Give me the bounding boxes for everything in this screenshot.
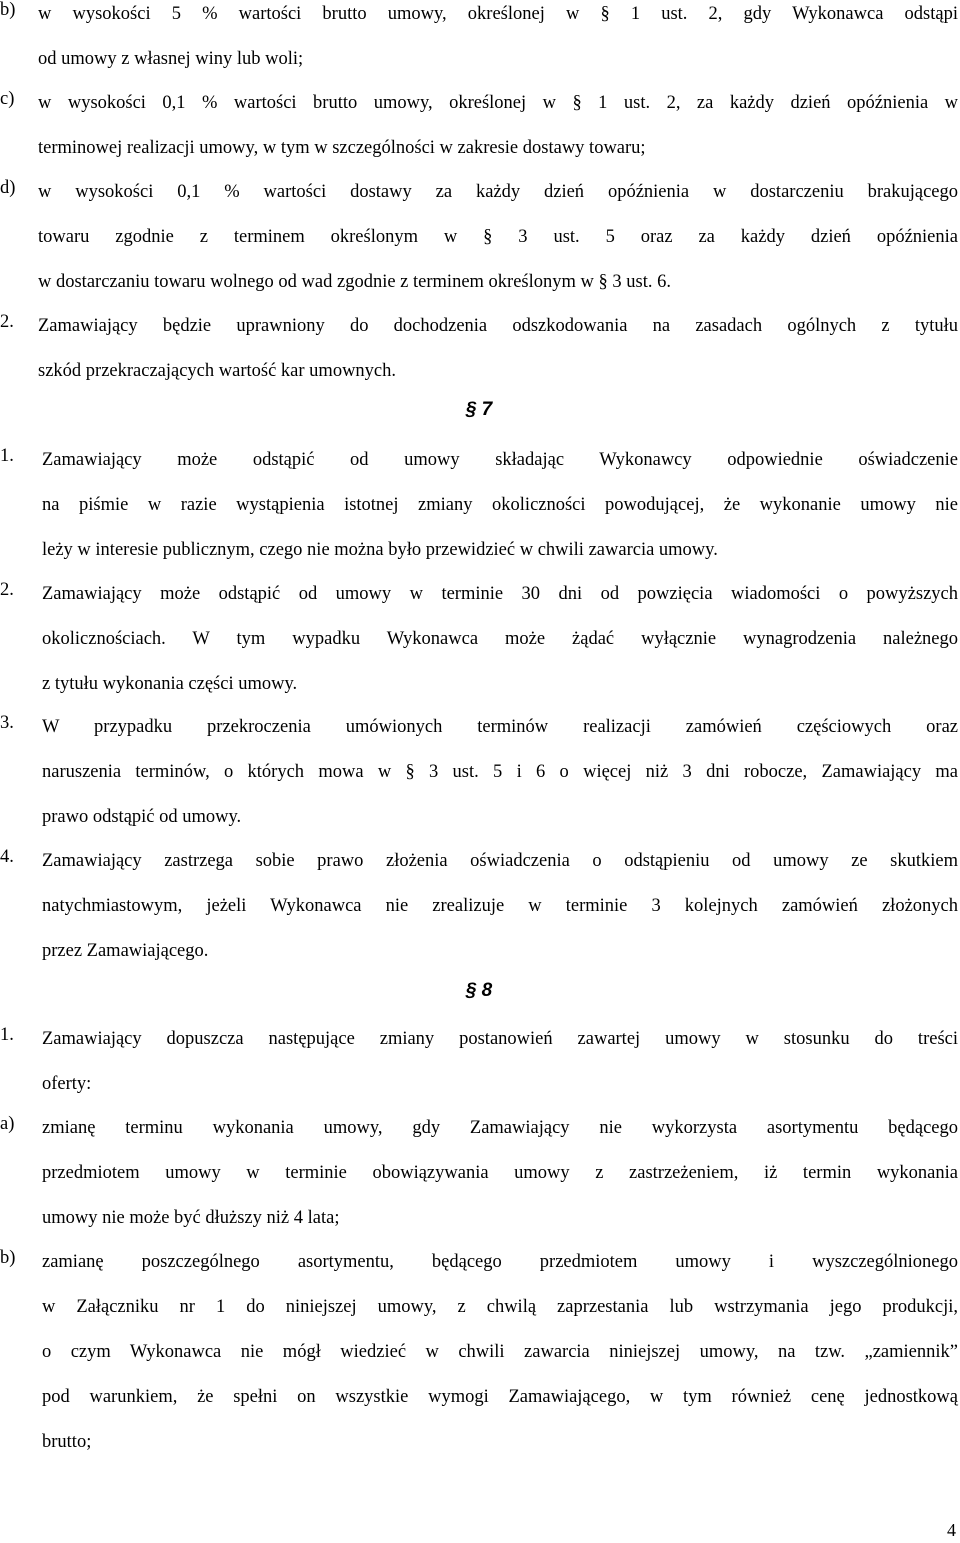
text-line: od umowy z własnej winy lub woli;	[38, 49, 304, 69]
text-line: Zamawiający może odstąpić od umowy w terminie 30 dni od powzięcia wiadomości o powyższych	[42, 584, 958, 604]
item-label: 3.	[0, 713, 14, 733]
item-label: 2.	[0, 580, 14, 600]
item-label: d)	[0, 178, 16, 198]
text-line: brutto;	[42, 1432, 92, 1452]
item-label: a)	[0, 1114, 15, 1134]
text-line: Zamawiający będzie uprawniony do dochodzenia odszkodowania na zasadach ogólnych z tytułu	[38, 316, 958, 336]
text-line: w dostarczaniu towaru wolnego od wad zgodnie z terminem określonym w § 3 ust. 6.	[38, 272, 671, 292]
item-label: b)	[0, 1248, 16, 1268]
text-line: przedmiotem umowy w terminie obowiązywania umowy z zastrzeżeniem, iż termin wykonania	[42, 1163, 958, 1183]
page-number: 4	[947, 1520, 956, 1540]
item-label: 4.	[0, 847, 14, 867]
section-heading: § 8	[465, 980, 493, 1001]
text-line: W przypadku przekroczenia umówionych terminów realizacji zamówień częściowych oraz	[42, 717, 958, 737]
text-line: w wysokości 0,1 % wartości brutto umowy, określonej w § 1 ust. 2, za każdy dzień opóźnienia w	[38, 93, 958, 113]
text-line: z tytułu wykonania części umowy.	[42, 674, 298, 694]
text-line: szkód przekraczających wartość kar umownych.	[38, 361, 397, 381]
text-line: leży w interesie publicznym, czego nie można było przewidzieć w chwili zawarcia umowy.	[42, 540, 718, 560]
item-label: 1.	[0, 446, 14, 466]
text-line: Zamawiający dopuszcza następujące zmiany postanowień zawartej umowy w stosunku do treści	[42, 1029, 958, 1049]
text-line: zmianę terminu wykonania umowy, gdy Zamawiający nie wykorzysta asortymentu będącego	[42, 1118, 958, 1138]
text-line: terminowej realizacji umowy, w tym w szczególności w zakresie dostawy towaru;	[38, 138, 646, 158]
text-line: naruszenia terminów, o których mowa w § 3 ust. 5 i 6 o więcej niż 3 dni robocze, Zamawiający ma	[42, 762, 958, 782]
text-line: Zamawiający może odstąpić od umowy składając Wykonawcy odpowiednie oświadczenie	[42, 450, 958, 470]
text-line: okolicznościach. W tym wypadku Wykonawca może żądać wyłącznie wynagrodzenia należnego	[42, 629, 958, 649]
item-label: 1.	[0, 1025, 14, 1045]
text-line: oferty:	[42, 1074, 92, 1094]
text-line: o czym Wykonawca nie mógł wiedzieć w chwili zawarcia niniejszej umowy, na tzw. „zamiennik”	[42, 1342, 958, 1362]
text-line: na piśmie w razie wystąpienia istotnej zmiany okoliczności powodującej, że wykonanie umowy nie	[42, 495, 958, 515]
text-line: umowy nie może być dłuższy niż 4 lata;	[42, 1208, 340, 1228]
section-heading: § 7	[465, 399, 493, 420]
text-line: w Załączniku nr 1 do niniejszej umowy, z chwilą zaprzestania lub wstrzymania jego produkcji,	[42, 1297, 958, 1317]
text-line: w wysokości 5 % wartości brutto umowy, określonej w § 1 ust. 2, gdy Wykonawca odstąpi	[38, 4, 958, 24]
text-line: przez Zamawiającego.	[42, 941, 209, 961]
item-label: b)	[0, 0, 16, 20]
item-label: c)	[0, 89, 15, 109]
text-line: Zamawiający zastrzega sobie prawo złożenia oświadczenia o odstąpieniu od umowy ze skutkiem	[42, 851, 958, 871]
text-line: natychmiastowym, jeżeli Wykonawca nie zrealizuje w terminie 3 kolejnych zamówień złożonych	[42, 896, 958, 916]
item-label: 2.	[0, 312, 14, 332]
text-line: prawo odstąpić od umowy.	[42, 807, 242, 827]
text-line: w wysokości 0,1 % wartości dostawy za każdy dzień opóźnienia w dostarczeniu brakującego	[38, 182, 958, 202]
text-line: pod warunkiem, że spełni on wszystkie wymogi Zamawiającego, w tym również cenę jednostkową	[42, 1387, 958, 1407]
text-line: zamianę poszczególnego asortymentu, będącego przedmiotem umowy i wyszczególnionego	[42, 1252, 958, 1272]
text-line: towaru zgodnie z terminem określonym w § 3 ust. 5 oraz za każdy dzień opóźnienia	[38, 227, 958, 247]
